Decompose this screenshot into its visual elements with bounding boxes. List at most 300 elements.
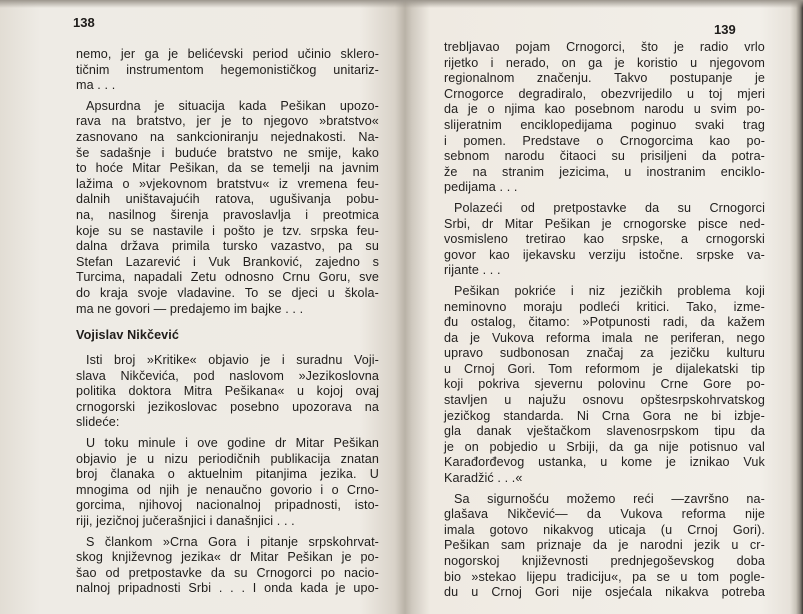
text-line [444,40,765,56]
word: o [331,482,339,497]
word: njima [504,102,535,117]
word: jezičkog [444,408,491,423]
word: narodni [640,538,683,553]
word: njihovoj [138,498,183,513]
word: tipu [714,424,736,439]
word: napadali [133,270,183,285]
word: že [444,164,458,179]
text-line [444,440,765,456]
word: priznaje [536,538,582,553]
word: je [260,353,271,368]
text-line [76,467,379,483]
word: srpskohrvat- [308,534,379,549]
text-line [444,362,765,378]
text-line [444,346,765,362]
word: S [86,534,95,549]
word: »Kritike« [146,353,197,368]
word: u [686,86,695,101]
word: To [244,285,259,300]
word: slavenosrpskom [606,424,699,439]
word: ostalog, [470,315,516,330]
word: buduće [174,145,217,160]
word: kulturu [726,346,765,361]
word: da [645,200,660,215]
word: toj [708,86,723,101]
text-line: slideće: [76,415,120,430]
word: je [601,216,612,231]
word: sankcioniranju [176,129,259,144]
word: pokriva [478,377,520,392]
text-line [76,255,379,271]
word: ga [588,55,603,70]
word: sklero- [340,47,379,61]
word: trebljavao [444,40,500,54]
word: »stekao [471,569,517,584]
word: neminovno [444,299,507,314]
word: posebno [230,399,280,414]
word: enciklo- [720,164,765,179]
text-line [76,550,379,566]
word: čitaoci [559,149,597,164]
word: pokriće [514,283,556,298]
word: na [111,114,126,129]
word: feu- [356,176,379,191]
word: Srbi [188,581,212,596]
word: naslovom [229,368,284,383]
word: je [467,102,478,117]
word: Zetu [190,270,217,285]
word: pobu- [346,192,379,207]
word: u [693,102,701,117]
word: je [341,550,352,565]
word: prisiljeni [640,149,687,164]
word: rijetko [444,55,479,70]
word: nije [744,507,765,522]
word: niz [588,283,606,298]
word: jezičku [670,346,710,361]
word: pa [632,569,647,584]
word: od [105,565,120,580]
word: ovaj [355,384,379,399]
word: kao [489,247,510,262]
word: člankom [104,534,153,549]
word: i [444,133,447,148]
word: u [624,164,632,179]
word: imala [601,330,633,345]
word: glašava [444,507,489,522]
word: da [701,149,717,164]
word: Gori). [732,522,765,537]
word: »Jezikoslovna [298,368,379,383]
word: javnim [341,161,379,176]
word: na- [746,491,765,506]
word: vladavine. [177,285,236,300]
word: du [444,585,459,600]
text-line [76,114,379,130]
word: jer [196,114,211,129]
word: Mitar [132,161,161,176]
word: Crno- [346,482,379,497]
word: slava [76,368,106,383]
word: nasilnog [108,207,157,222]
word: crnogorski [76,399,136,414]
word: Karađorđevog [444,455,525,470]
page-number: 138 [73,15,95,30]
word: o [596,133,604,148]
word: kome [621,455,653,470]
text-line [444,217,765,233]
word: »Potpunosti [582,315,651,330]
word: i [246,534,250,549]
word: crnogorski [705,232,765,247]
text-line: rijante . . . [444,263,501,278]
word: zasnovano [76,129,138,144]
word: period [252,47,289,61]
text-line [444,149,765,165]
word: Nikčević— [507,507,568,522]
word: pretpostavke [553,200,627,215]
word: po- [746,377,765,392]
word: sudbonosan [499,346,570,361]
word: Ni [576,408,589,423]
word: ned- [739,216,765,231]
word: je [666,455,677,470]
word: Pešikana« [224,384,285,399]
word: nikakva [665,585,709,600]
word: na [318,161,334,176]
word: Crnogorci [709,200,765,215]
word: doba [736,554,765,568]
word: kao [709,133,731,148]
word: gorcima, [76,498,126,513]
word: jezika« [181,550,222,565]
text-line [76,146,379,162]
word: njegovom [709,55,765,70]
text-line [444,492,765,508]
word: temelji [272,161,311,176]
word: izbje- [734,408,765,423]
word: Crnogorcima [619,133,694,148]
word: država [120,239,159,254]
left-text-block-1 [76,47,379,317]
word: enciklopedijama [520,117,613,132]
word: Apsurdna [86,98,141,113]
word: je [221,114,232,129]
word: hegemonističkog [220,62,317,77]
word: Mitar [250,550,279,565]
text-line [444,523,765,539]
word: i [281,353,285,368]
word: nacio- [344,565,379,580]
word: ne [644,330,659,345]
word: isto- [354,498,379,513]
word: da [586,507,602,522]
word: gotovo [489,522,529,537]
word: »Crna [162,534,198,549]
word: Pešikan [544,216,591,231]
word: broj [76,467,98,482]
word: moraju [523,299,563,314]
word: Tom [548,361,573,376]
text-line [76,47,379,63]
word: širenja [170,207,209,222]
word: posebnom [574,102,635,117]
word: narodu [644,102,685,117]
word: i [193,254,196,269]
word: u [690,55,698,70]
word: kao [583,232,605,247]
word: znatan [340,451,379,466]
word: instrumentom [126,62,204,77]
text-line [444,248,765,264]
word: su [611,149,625,164]
word: da [700,315,715,330]
text-line: ma ne govori — predajemo im bajke . . . [76,301,304,316]
word: nogorskoj [444,554,500,568]
word: Branković, [242,254,303,269]
word: u [731,538,739,553]
text-line [444,201,765,217]
word: upozorava [292,399,352,414]
word: pripadnosti [117,581,181,596]
word: Crnoj [491,585,522,600]
word: radi, [662,315,688,330]
text-line [444,331,765,347]
word: sigurnošću [487,491,550,506]
word: nemo, [76,47,112,61]
word: je [187,482,198,497]
word: Lazarević [125,254,181,269]
word: ga [633,439,649,454]
right-page-text [444,40,765,601]
word: osjećala [605,585,653,600]
word: škola- [344,285,379,300]
word: nalnoj [76,581,111,596]
word: minule [138,436,176,451]
word: da [444,330,459,345]
word: onda [264,581,293,596]
text-line [76,177,379,193]
text-line [76,384,379,400]
word: po- [360,550,379,565]
word: u [444,361,452,376]
word: je [470,330,481,345]
word: su [234,565,248,580]
word: inostranim [646,164,706,179]
word: še [76,145,90,160]
word: članaka [110,467,155,482]
word: pojam [515,40,551,54]
word: hoće [95,161,124,176]
word: i [570,283,574,298]
text-line [444,232,765,248]
word: tip [751,361,765,376]
word: . [218,581,223,596]
text-line [444,134,765,150]
word: što [641,40,659,54]
text-line [76,452,379,468]
text-line [444,507,765,523]
text-line [76,436,379,452]
text-line [444,56,765,72]
text-line [444,118,765,134]
word: i [320,482,324,497]
word: reformom [585,361,640,376]
word: tičnim [76,62,110,77]
word: potisnuo [689,439,738,454]
word: odnosno [224,270,274,285]
word: aktuelnim [187,467,243,482]
text-line [76,208,379,224]
text-line [444,71,765,87]
word: Vukova [620,507,663,522]
word: istočne. [638,247,684,262]
word: sjevernu [534,377,583,392]
word: koje [76,223,100,238]
word: govorio [270,482,313,497]
word: crnogorske [623,216,687,231]
word: da [592,538,608,553]
word: toku [104,436,129,451]
word: kažem [727,315,765,330]
word: o [487,102,495,117]
word: to [76,161,87,176]
word: književnosti [521,554,589,568]
word: pripadnosti, [274,498,341,513]
word: Sa [454,491,470,506]
word: vosmisleno [444,232,508,247]
text-line [76,192,379,208]
word: Mitar [295,436,325,451]
word: u [680,569,688,584]
word: u [504,393,512,408]
word: uništavajućih [125,192,200,207]
word: dr [274,436,287,451]
word: kritici. [636,299,670,314]
word: nerado, [505,55,550,70]
left-page-text [76,47,379,597]
word: je [154,98,165,113]
word: reforma [545,330,591,345]
text-line [76,483,379,499]
word: i [305,207,309,222]
word: možemo [566,491,616,506]
word: Turcima, [76,270,126,285]
word: Gori. [507,361,536,376]
word: u [600,455,608,470]
word: je [168,47,179,61]
word: bratstvo [227,145,273,160]
word: periodičnih [198,451,261,466]
word: Pešikan [287,550,333,565]
word: to [242,114,253,129]
word: koji [444,377,464,392]
word: I [252,581,257,596]
word: opštesrpskohrvatskog [640,393,765,408]
word: prednjegoševskog [610,554,715,568]
word: pošto [223,223,256,238]
word: ijekavsku [522,247,576,262]
word: feu- [356,223,379,238]
word: Gore [703,377,732,392]
word: nizu [164,451,188,466]
word: ne [283,145,298,160]
word: sebnom [444,149,490,164]
word: U [86,436,96,451]
word: nastavile [152,223,204,238]
text-line [444,538,765,554]
text-line: riji, jezičnoj jučerašnjici i današnjici . . . [76,514,295,529]
word: se [268,285,282,300]
word: nije [658,439,679,454]
word: postupanje [669,71,733,86]
word: belićevski [187,47,244,61]
word: od [136,482,151,497]
word: šao [76,565,97,580]
word: polovinu [597,377,646,392]
word: Mitra [183,384,213,399]
text-line [76,400,379,416]
word: je [126,451,137,466]
word: poginuo [630,117,677,132]
word: srpska [310,223,349,238]
word: u [327,285,335,300]
word: publikacija [270,451,331,466]
word: Crnoj [464,361,495,376]
word: reforma [681,507,726,522]
word: Crna [601,408,630,423]
right-text-block [444,40,765,601]
word: on [561,55,576,70]
word: u [296,384,305,399]
word: sam [500,538,526,553]
word: Srbi, [444,216,471,231]
word: osnovu [582,393,624,408]
word: sadašnje [99,145,152,160]
word: jezičkih [620,283,663,298]
word: koristio [637,55,678,70]
word: gla [444,424,462,439]
word: su [677,200,692,215]
word: nenaučno [205,482,262,497]
word: Gora [642,408,672,423]
word: val [748,439,765,454]
word: je [335,581,346,596]
word: Vuk [743,455,765,470]
word: ga [144,47,159,61]
word: (u [660,522,673,537]
word: Polazeći [454,200,503,215]
word: Crnoj [687,522,718,537]
word: Na- [358,129,379,144]
word: književnog [111,550,173,565]
word: u [471,585,479,600]
text-line [444,377,765,393]
word: pobjedio [489,439,538,454]
word: Crne [660,377,689,392]
word: čitamo: [528,315,570,330]
word: politika [76,384,117,399]
word: trag [742,117,765,132]
text-line [76,369,379,385]
word: u [548,439,556,454]
page-number: 139 [714,22,736,37]
text-line [76,498,379,514]
word: pogle- [729,569,765,584]
text-line [444,300,765,316]
word: lijepu [526,569,557,584]
word: svoje [137,285,168,300]
